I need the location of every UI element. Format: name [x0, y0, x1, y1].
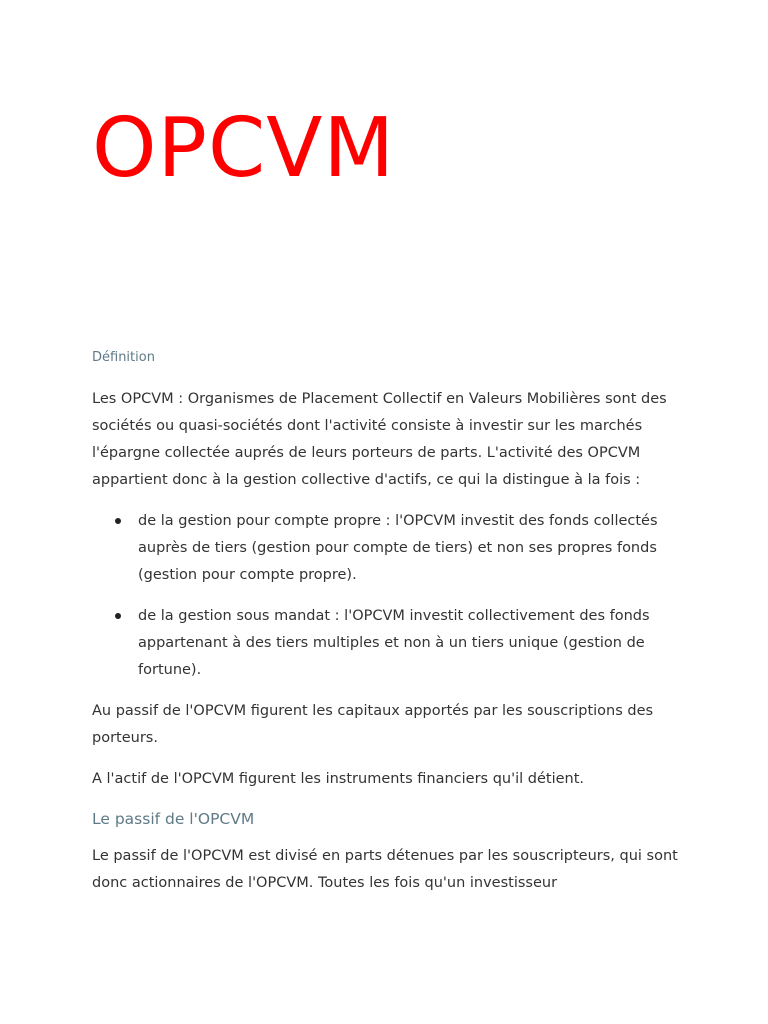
bullet-list [92, 508, 682, 684]
list-item [92, 603, 682, 684]
actif-paragraph: A l'actif de l'OPCVM figurent les instruments financiers qu'il détient. [92, 771, 585, 787]
document-body [92, 386, 682, 911]
list-item-text: de la gestion pour compte propre : l'OPCVM investit des fonds collectés auprès de tiers (gestion pour compte de tiers) et non ses propres fonds (gestion pour compte propre). [138, 513, 658, 583]
bullet-icon [115, 518, 121, 524]
document-title: OPCVM [92, 101, 396, 196]
passif-detail-paragraph: Le passif de l'OPCVM est divisé en parts détenues par les souscripteurs, qui sont donc actionnaires de l'OPCVM. Toutes les fois qu'un investisseur [92, 848, 678, 891]
passif-section-heading: Le passif de l'OPCVM [92, 810, 255, 828]
bullet-icon [115, 613, 121, 619]
intro-paragraph: Les OPCVM : Organismes de Placement Collectif en Valeurs Mobilières sont des sociétés ou quasi-sociétés dont l'activité consiste à investir sur les marchés l'épargne collectée auprés de leurs porteurs de parts. L'activité des OPCVM appartient donc à la gestion collective d'actifs, ce qui la distingue à la fois : [92, 391, 667, 488]
passif-paragraph: Au passif de l'OPCVM figurent les capitaux apportés par les souscriptions des porteurs. [92, 703, 654, 746]
list-item-text: de la gestion sous mandat : l'OPCVM investit collectivement des fonds appartenant à des tiers multiples et non à un tiers unique (gestion de fortune). [138, 608, 650, 678]
definition-heading: Définition [92, 350, 155, 365]
list-item [92, 508, 682, 589]
